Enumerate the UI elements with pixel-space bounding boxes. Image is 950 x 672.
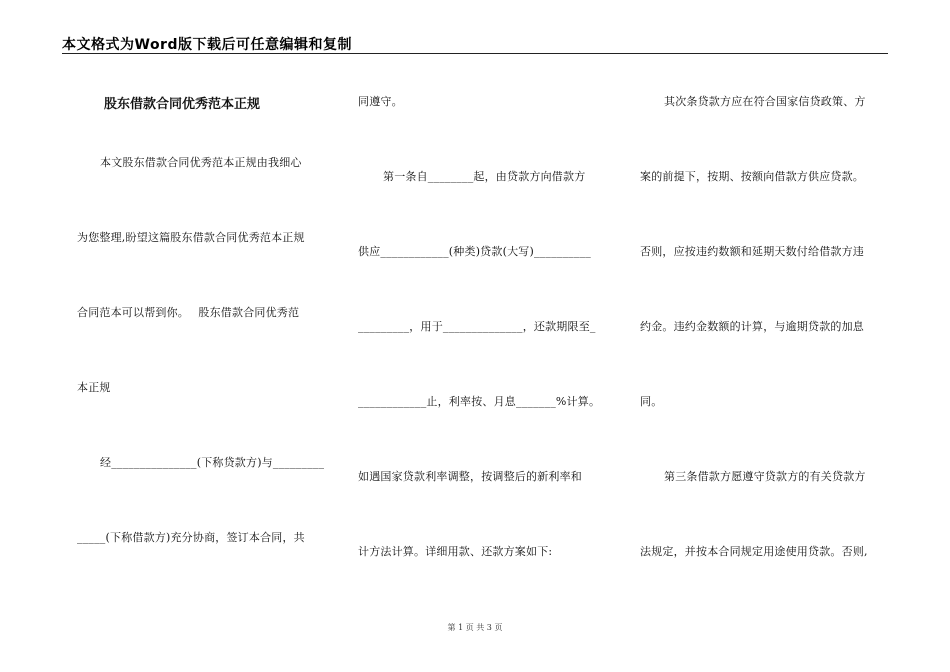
col3-line: 约金。违约金数额的计算，与逾期贷款的加息 bbox=[640, 320, 864, 333]
col1-line: 本正规 bbox=[77, 381, 111, 394]
col2-line: 如遇国家贷款利率调整，按调整后的新利率和 bbox=[358, 470, 582, 483]
col3-line: 同。 bbox=[640, 395, 663, 408]
col2-line: ____________止，利率按、月息_______%计算。 bbox=[358, 395, 601, 408]
page-header: 本文格式为Word版下载后可任意编辑和复制 bbox=[62, 37, 352, 53]
header-divider bbox=[62, 53, 888, 54]
col1-line: 为您整理,盼望这篇股东借款合同优秀范本正规 bbox=[77, 231, 305, 244]
col2-line: 第一条自________起，由贷款方向借款方 bbox=[383, 170, 586, 183]
col1-line: _____(下称借款方)充分协商，签订本合同，共 bbox=[77, 531, 305, 544]
col2-line: 计方法计算。详细用款、还款方案如下: bbox=[358, 545, 553, 558]
document-title: 股东借款合同优秀范本正规 bbox=[104, 97, 261, 112]
col1-line: 合同范本可以帮到你。 股东借款合同优秀范 bbox=[77, 306, 300, 319]
col1-line: 经_______________(下称贷款方)与_________ bbox=[100, 456, 325, 469]
col2-line: _________，用于______________，还款期限至_ bbox=[358, 320, 596, 333]
col2-line: 供应____________(种类)贷款(大写)__________ bbox=[358, 245, 591, 258]
page-number: 第 1 页 共 3 页 bbox=[447, 623, 503, 632]
col3-line: 第三条借款方愿遵守贷款方的有关贷款方 bbox=[664, 470, 866, 483]
col3-line: 案的前提下，按期、按额向借款方供应贷款。 bbox=[640, 170, 864, 183]
col3-line: 否则，应按违约数额和延期天数付给借款方违 bbox=[640, 245, 864, 258]
col3-line: 其次条贷款方应在符合国家信贷政策、方 bbox=[664, 95, 866, 108]
col3-line: 法规定，并按本合同规定用途使用贷款。否则, bbox=[640, 545, 868, 558]
col2-line: 同遵守。 bbox=[358, 95, 403, 108]
col1-line: 本文股东借款合同优秀范本正规由我细心 bbox=[100, 156, 302, 169]
